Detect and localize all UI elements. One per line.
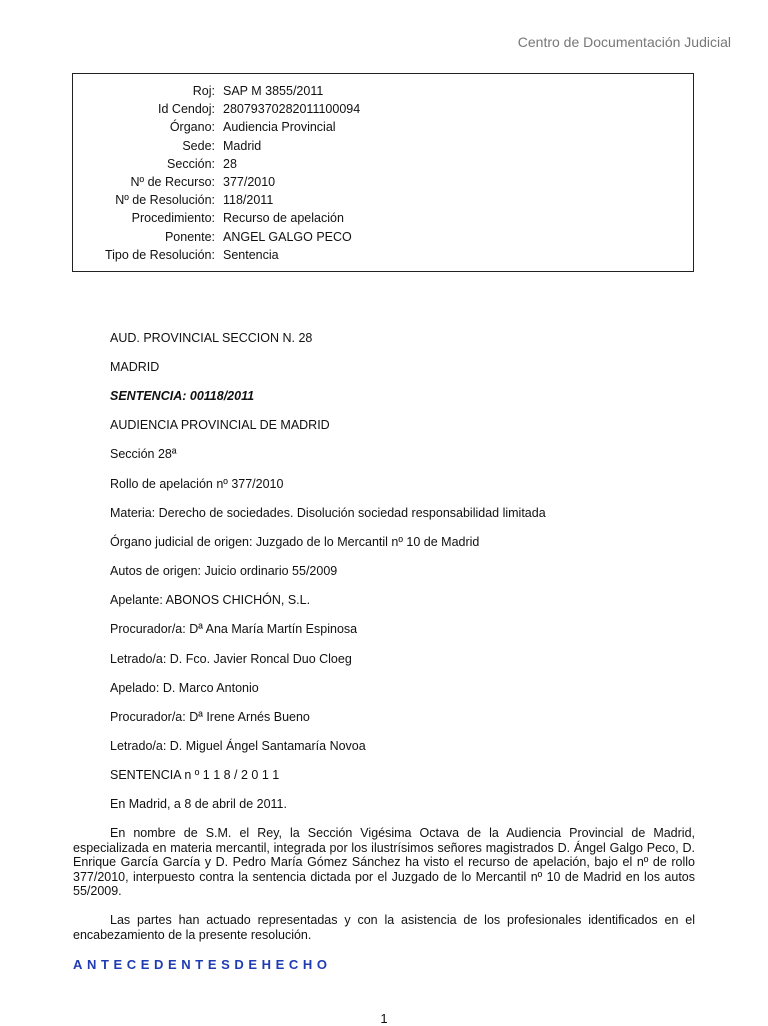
metadata-value: 28079370282011100094 bbox=[223, 102, 361, 117]
city-line: MADRID bbox=[110, 360, 160, 374]
procurador-line: Procurador/a: Dª Irene Arnés Bueno bbox=[110, 710, 310, 724]
metadata-label: Tipo de Resolución: bbox=[104, 247, 215, 262]
organo-origen-line: Órgano judicial de origen: Juzgado de lo Mercantil nº 10 de Madrid bbox=[110, 535, 480, 549]
page-number: 1 bbox=[380, 1011, 388, 1026]
materia-line: Materia: Derecho de sociedades. Disolución sociedad responsabilidad limitada bbox=[110, 506, 546, 520]
metadata-label: Sede: bbox=[182, 138, 215, 153]
metadata-label: Procedimiento: bbox=[131, 211, 215, 226]
metadata-row bbox=[73, 228, 693, 246]
metadata-label: Roj: bbox=[192, 84, 215, 98]
metadata-value: 118/2011 bbox=[223, 193, 274, 208]
metadata-value: SAP M 3855/2011 bbox=[223, 84, 324, 98]
section-line: Sección 28ª bbox=[110, 447, 177, 461]
metadata-box bbox=[72, 73, 694, 272]
metadata-label: Nº de Recurso: bbox=[130, 175, 215, 189]
apelante-line: Apelante: ABONOS CHICHÓN, S.L. bbox=[110, 593, 311, 607]
court-line: AUD. PROVINCIAL SECCION N. 28 bbox=[110, 331, 313, 345]
section-heading: ANTECEDENTESDEHECHO bbox=[73, 957, 332, 972]
metadata-row bbox=[73, 118, 693, 136]
metadata-row bbox=[73, 209, 693, 227]
metadata-value: 377/2010 bbox=[223, 175, 276, 189]
court-full-name: AUDIENCIA PROVINCIAL DE MADRID bbox=[110, 418, 330, 432]
sentencia-title: SENTENCIA: 00118/2011 bbox=[110, 389, 255, 403]
metadata-value: ANGEL GALGO PECO bbox=[223, 229, 352, 244]
autos-origen-line: Autos de origen: Juicio ordinario 55/2009 bbox=[110, 564, 338, 578]
metadata-label: Ponente: bbox=[164, 229, 215, 244]
metadata-label: Sección: bbox=[167, 156, 215, 171]
metadata-row bbox=[73, 155, 693, 173]
metadata-label: Órgano: bbox=[169, 120, 215, 135]
metadata-value: Audiencia Provincial bbox=[223, 120, 336, 135]
metadata-label: Nº de Resolución: bbox=[115, 193, 215, 208]
metadata-row bbox=[73, 100, 693, 118]
metadata-value: Recurso de apelación bbox=[223, 211, 344, 226]
sentencia-number-line: SENTENCIA n º 1 1 8 / 2 0 1 1 bbox=[110, 768, 280, 782]
metadata-value: Madrid bbox=[223, 138, 262, 153]
metadata-label: Id Cendoj: bbox=[158, 102, 215, 117]
procurador-line: Procurador/a: Dª Ana María Martín Espinosa bbox=[110, 622, 358, 636]
metadata-row bbox=[73, 82, 693, 100]
paragraph: Las partes han actuado representadas y con la asistencia de los profesionales identificados en el encabezamiento de la presente resolución. bbox=[73, 913, 695, 942]
metadata-row bbox=[73, 246, 693, 264]
metadata-value: 28 bbox=[223, 156, 237, 171]
letrado-line: Letrado/a: D. Miguel Ángel Santamaría Novoa bbox=[110, 739, 366, 753]
date-line: En Madrid, a 8 de abril de 2011. bbox=[110, 797, 287, 811]
metadata-row bbox=[73, 137, 693, 155]
letrado-line: Letrado/a: D. Fco. Javier Roncal Duo Cloeg bbox=[110, 652, 352, 666]
paragraph: En nombre de S.M. el Rey, la Sección Vigésima Octava de la Audiencia Provincial de Madrid, especializada en materia mercantil, integrada por los ilustrísimos señores magistrados D. Ángel Galgo Peco, D. Enrique García García y D. Pedro María Gómez Sánchez ha visto el recurso de apelación, bajo el nº de rollo 377/2010, interpuesto contra la sentencia dictada por el Juzgado de lo Mercantil nº 10 de Madrid en los autos 55/2009. bbox=[73, 826, 695, 898]
rollo-line: Rollo de apelación nº 377/2010 bbox=[110, 477, 284, 491]
document-source-header: Centro de Documentación Judicial bbox=[517, 34, 731, 50]
metadata-row bbox=[73, 173, 693, 191]
apelado-line: Apelado: D. Marco Antonio bbox=[110, 681, 259, 695]
metadata-value: Sentencia bbox=[223, 247, 279, 262]
metadata-row bbox=[73, 191, 693, 209]
